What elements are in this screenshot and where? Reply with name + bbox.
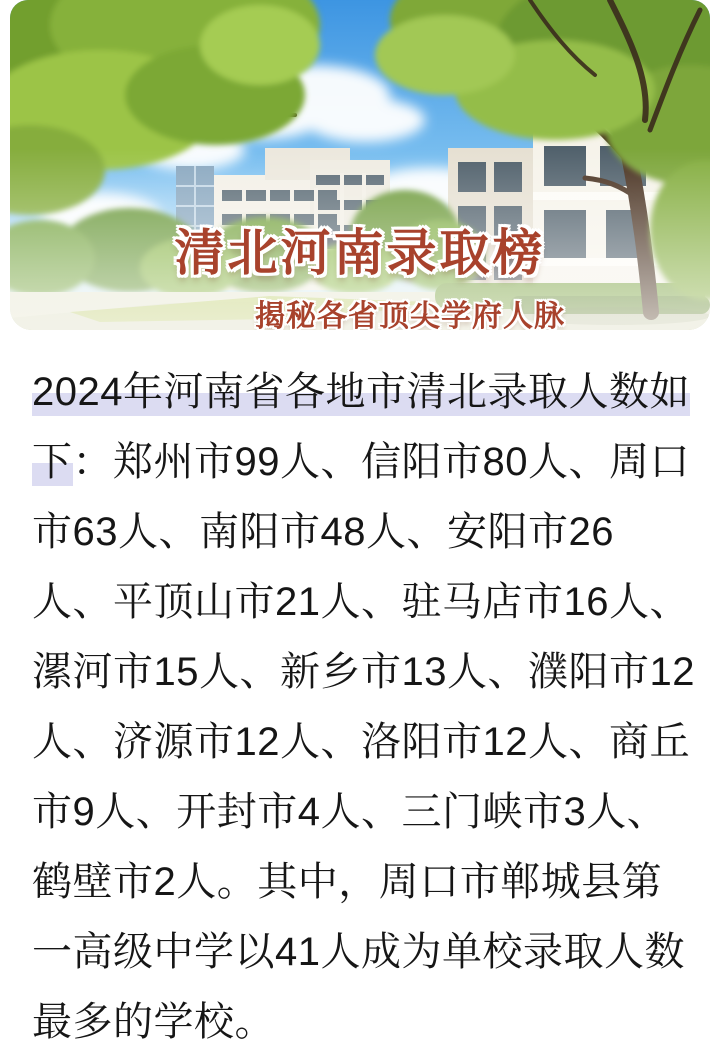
article-body <box>32 357 695 1052</box>
text-line <box>32 777 692 847</box>
text-line <box>32 357 692 427</box>
text-line <box>32 637 695 707</box>
body-text: 最多的学校。 <box>32 1000 275 1044</box>
hero-subtitle: 揭秘各省顶尖学府人脉 <box>255 300 565 330</box>
hero-image[interactable] <box>10 0 710 330</box>
hero-title: 清北河南录取榜 <box>174 225 546 281</box>
text-line <box>32 847 692 917</box>
body-text: 鹤壁市2人。其中，周口市郸城县第 <box>32 860 663 904</box>
body-text: 一高级中学以41人成为单校录取人数 <box>32 930 685 974</box>
highlighted-text: 下 <box>32 440 73 484</box>
text-line <box>32 987 692 1052</box>
body-text: 市9人、开封市4人、三门峡市3人、 <box>32 790 668 834</box>
text-line <box>32 917 692 987</box>
body-text: ：郑州市99人、信阳市80人、周口 <box>72 440 690 484</box>
body-text: 人、平顶山市21人、驻马店市16人、 <box>32 580 690 624</box>
text-line <box>32 427 692 497</box>
body-text: 漯河市15人、新乡市13人、濮阳市12 <box>32 650 695 694</box>
text-line <box>32 497 692 567</box>
text-line <box>32 567 692 637</box>
body-text: 人、济源市12人、洛阳市12人、商丘 <box>32 720 690 764</box>
text-line <box>32 707 692 777</box>
body-text: 市63人、南阳市48人、安阳市26 <box>32 510 614 554</box>
highlighted-text: 2024年河南省各地市清北录取人数如 <box>32 370 690 414</box>
